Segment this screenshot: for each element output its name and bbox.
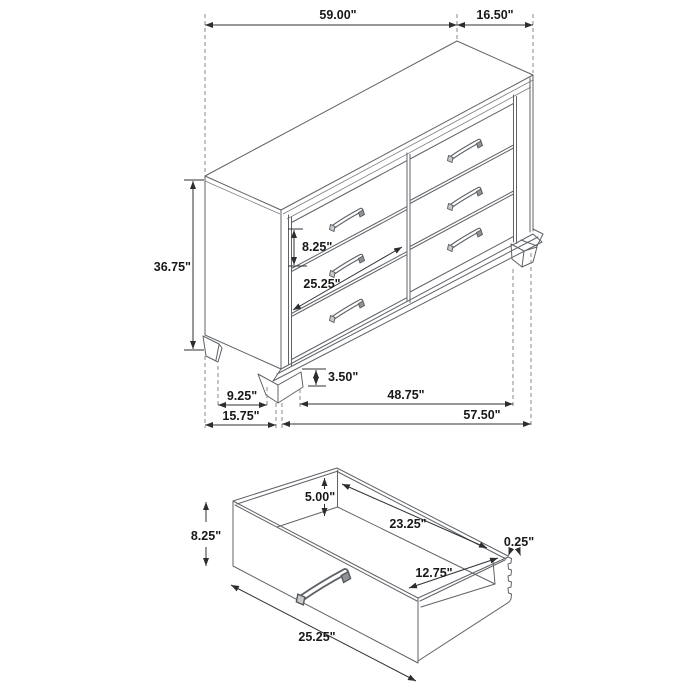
dim-foot-height (302, 369, 358, 386)
dim-base-width (282, 408, 531, 424)
dresser-foot-back-left (203, 336, 222, 362)
dim-label-base-inner-width: 48.75" (387, 388, 425, 402)
drawer-handle-icon (296, 572, 350, 605)
extension-lines (205, 14, 533, 428)
dim-label-foot-height: 3.50" (328, 370, 359, 384)
dim-label-drawer-inner-depth: 12.75" (415, 566, 453, 580)
dim-label-base-depth: 15.75" (222, 409, 260, 423)
dim-top-depth (457, 8, 533, 25)
dim-label-foot-setback: 9.25" (226, 389, 258, 403)
dim-top-width (205, 8, 457, 25)
dim-base-depth (205, 409, 276, 425)
dim-label-drawer-front-height2: 8.25" (190, 529, 222, 543)
dresser-drawing (203, 41, 543, 403)
dim-drawer-wall-thickness (504, 535, 534, 556)
drawer-handle-icon (330, 301, 365, 323)
dim-label-height: 36.75" (153, 260, 191, 274)
dim-drawer-inner-height (305, 478, 335, 516)
dim-label-drawer-inner-width: 23.25" (389, 517, 427, 531)
dim-label-base-width: 57.50" (463, 408, 501, 422)
drawer-handle-icon (448, 230, 483, 252)
dim-base-inner-width (300, 388, 513, 404)
drawer-handle-icon (330, 210, 365, 232)
dim-label-drawer-front-width: 25.25" (303, 277, 341, 291)
dim-label-top-depth: 16.50" (476, 8, 514, 22)
drawer-handle-icon (330, 256, 365, 278)
dim-drawer-front-height2 (191, 502, 221, 566)
dim-height (154, 180, 204, 350)
dim-drawer-front-width (293, 247, 402, 310)
dim-drawer-front-width2 (231, 585, 416, 681)
dim-label-top-width: 59.00" (319, 8, 357, 22)
dim-drawer-inner-depth (409, 558, 498, 588)
drawer-handle-icon (448, 141, 483, 163)
dim-drawer-front-height (288, 229, 332, 266)
dim-foot-setback (218, 389, 267, 405)
dim-label-drawer-wall-thickness: 0.25" (503, 535, 535, 549)
dresser-top-surface (205, 41, 533, 210)
dresser-frame (289, 95, 517, 366)
dim-label-drawer-front-width2: 25.25" (298, 630, 336, 644)
dim-label-drawer-front-height: 8.25" (302, 240, 333, 254)
dim-drawer-inner-width (342, 484, 487, 548)
dim-label-drawer-inner-height: 5.00" (304, 490, 336, 504)
dovetail-joint (508, 557, 512, 602)
drawer-handle-icon (448, 189, 483, 211)
